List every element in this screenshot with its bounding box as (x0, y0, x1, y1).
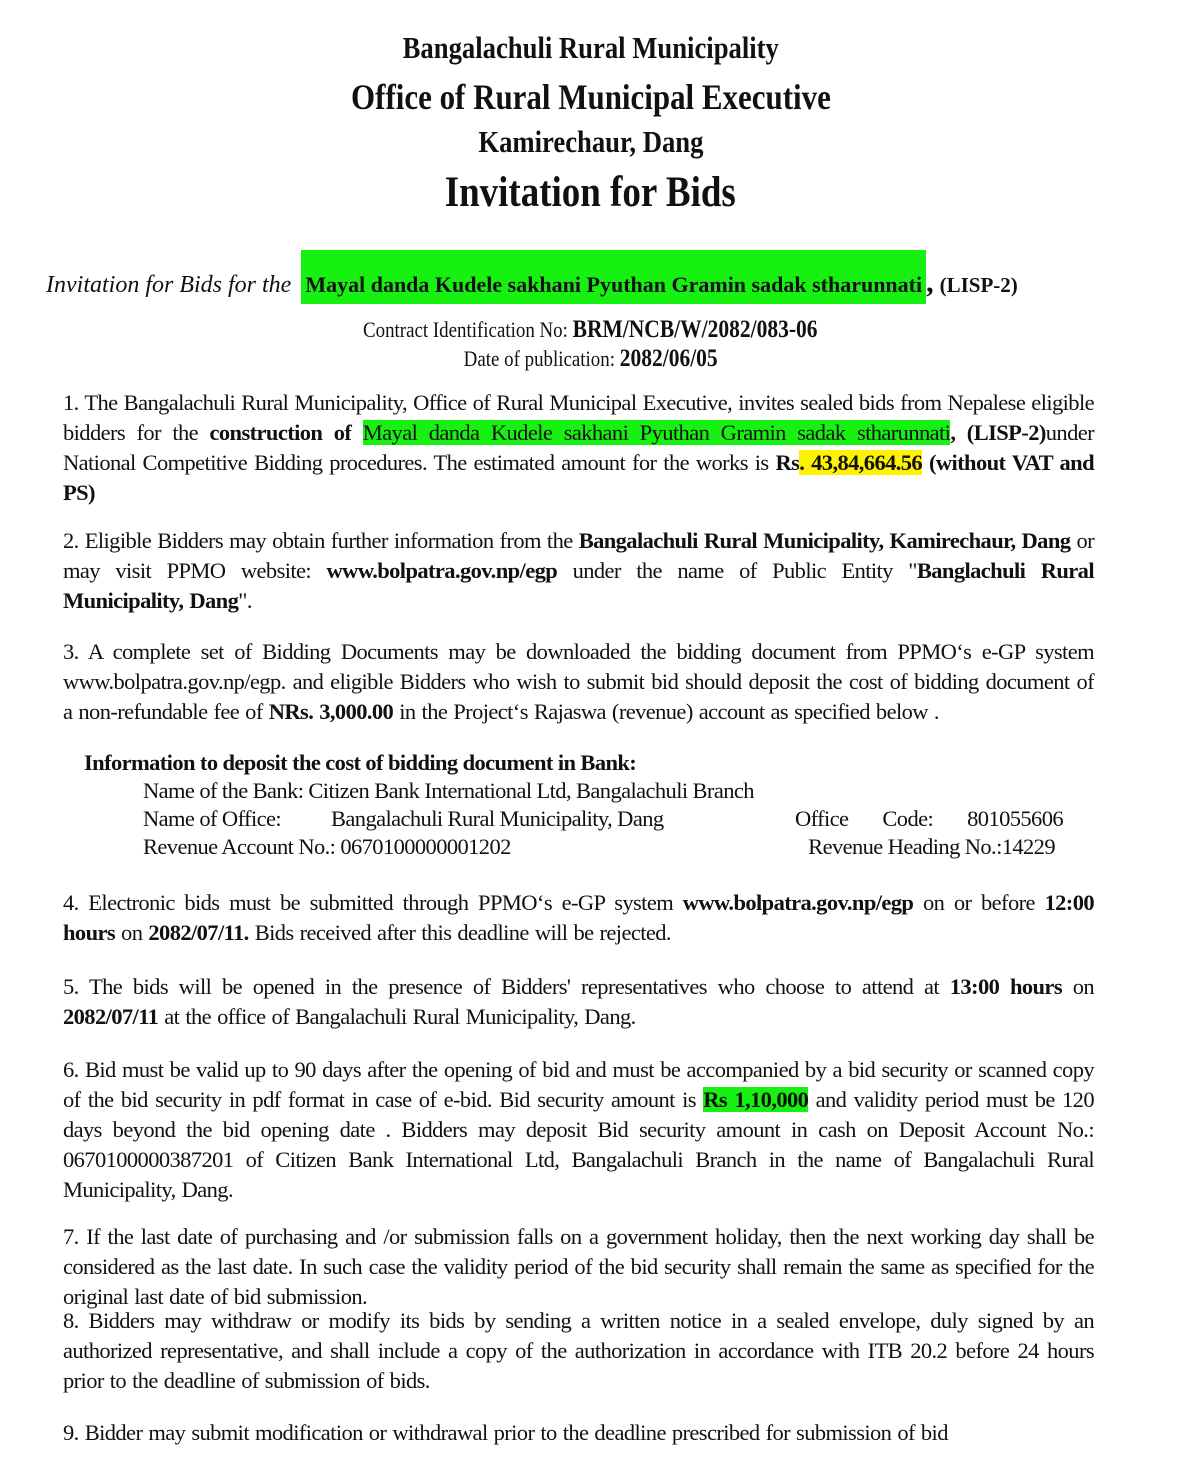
project-name-highlight: Mayal danda Kudele sakhani Pyuthan Gramin sadak stharunnati (301, 250, 926, 304)
invitation-line (46, 250, 1126, 304)
invitation-lead: Invitation for Bids for the (46, 272, 292, 298)
clause-4: 4. Electronic bids must be submitted through PPMO‘s e-GP system www.bolpatra.gov.np/egp on or before 12:00 hours on 2082/07/11. Bids received after this deadline will be rejected. (63, 890, 1094, 945)
invitation-comma: , (926, 266, 934, 299)
document-fee: NRs. 3,000.00 (268, 699, 394, 724)
clause-1: 1. The Bangalachuli Rural Municipality, Office of Rural Municipal Executive, invites sealed bids from Nepalese eligible bidders for the construction of Mayal danda Kudele sakhani Pyuthan Gramin sadak stharunnati, (LISP-2)under National Competitive Bidding procedures. The estimated amount for the works is Rs. 43,84,664.56 (without VAT and PS) (63, 390, 1094, 505)
clause-9: 9. Bidder may submit modification or withdrawal prior to the deadline prescribed for submission of bid (63, 1420, 948, 1445)
publication-date-value: 2082/06/05 (619, 345, 718, 372)
contract-id-label: Contract Identification No: (363, 317, 569, 342)
project-code: (LISP-2) (939, 273, 1018, 297)
clause-8: 8. Bidders may withdraw or modify its bids by sending a written notice in a sealed envelope, duly signed by an authorized representative, and shall include a copy of the authorization in accordance with ITB 20.2 before 24 hours prior to the deadline of submission of bids. (63, 1308, 1094, 1393)
revenue-row: Revenue Account No.: 0670100000001202 Revenue Heading No.:14229 (143, 834, 1055, 859)
bid-security-amount: Rs 1,10,000 (703, 1087, 809, 1112)
contract-id-value: BRM/NCB/W/2082/083-06 (572, 316, 818, 343)
document-title: Invitation for Bids (444, 169, 737, 216)
office-code: Office Code: 801055606 (794, 806, 1063, 831)
publication-date-label: Date of publication: (463, 346, 615, 371)
clause-7: 7. If the last date of purchasing and /or submission falls on a government holiday, then the next working day shall be considered as the last date. In such case the validity period of the bid security shall remain the same as specified for the original last date of bid submission. (63, 1224, 1094, 1309)
office-location: Kamirechaur, Dang (477, 124, 704, 159)
publication-date-line (0, 345, 1181, 373)
opening-date: 2082/07/11 (63, 1004, 159, 1029)
estimated-amount: . 43,84,664.56 (799, 450, 923, 475)
clause-6: 6. Bid must be valid up to 90 days after the opening of bid and must be accompanied by a bid security or scanned copy of the bid security in pdf format in case of e-bid. Bid security amount is Rs 1,10,000 and validity period must be 120 days beyond the bid opening date . Bidders may deposit Bid security amount in cash on Deposit Account No.: 0670100000387201 of Citizen Bank International Ltd, Bangalachuli Branch in the name of Bangalachuli Rural Municipality, Dang. (63, 1057, 1094, 1202)
clause-5: 5. The bids will be opened in the presence of Bidders' representatives who choose to attend at 13:00 hours on 2082/07/11 at the office of Bangalachuli Rural Municipality, Dang. (63, 974, 1094, 1029)
bank-info-title: Information to deposit the cost of bidding document in Bank: (84, 750, 637, 775)
clause-2: 2. Eligible Bidders may obtain further information from the Bangalachuli Rural Municipality, Kamirechaur, Dang or may visit PPMO website: www.bolpatra.gov.np/egp under the name of Public Entity "Banglachuli Rural Municipality, Dang". (63, 528, 1094, 613)
clause-3: 3. A complete set of Bidding Documents may be downloaded the bidding document from PPMO‘s e-GP system www.bolpatra.gov.np/egp. and eligible Bidders who wish to submit bid should deposit the cost of bidding document of a non-refundable fee of NRs. 3,000.00 in the Project‘s Rajaswa (revenue) account as specified below . (63, 639, 1094, 724)
project-name-highlight: Mayal danda Kudele sakhani Pyuthan Gramin sadak stharunnati (362, 420, 951, 445)
office-name: Office of Rural Municipal Executive (350, 77, 831, 117)
ppmo-website-link[interactable]: www.bolpatra.gov.np/egp (326, 558, 558, 583)
egp-link[interactable]: www.bolpatra.gov.np/egp (682, 890, 914, 915)
contract-id-line (0, 316, 1181, 344)
office-row: Name of Office: Bangalachuli Rural Municipality, Dang Office Code: 801055606 (143, 806, 1063, 831)
bank-name-row: Name of the Bank: Citizen Bank International Ltd, Bangalachuli Branch (143, 778, 754, 803)
municipality-name: Bangalachuli Rural Municipality (402, 30, 779, 65)
submission-deadline: 2082/07/11. (148, 920, 249, 945)
